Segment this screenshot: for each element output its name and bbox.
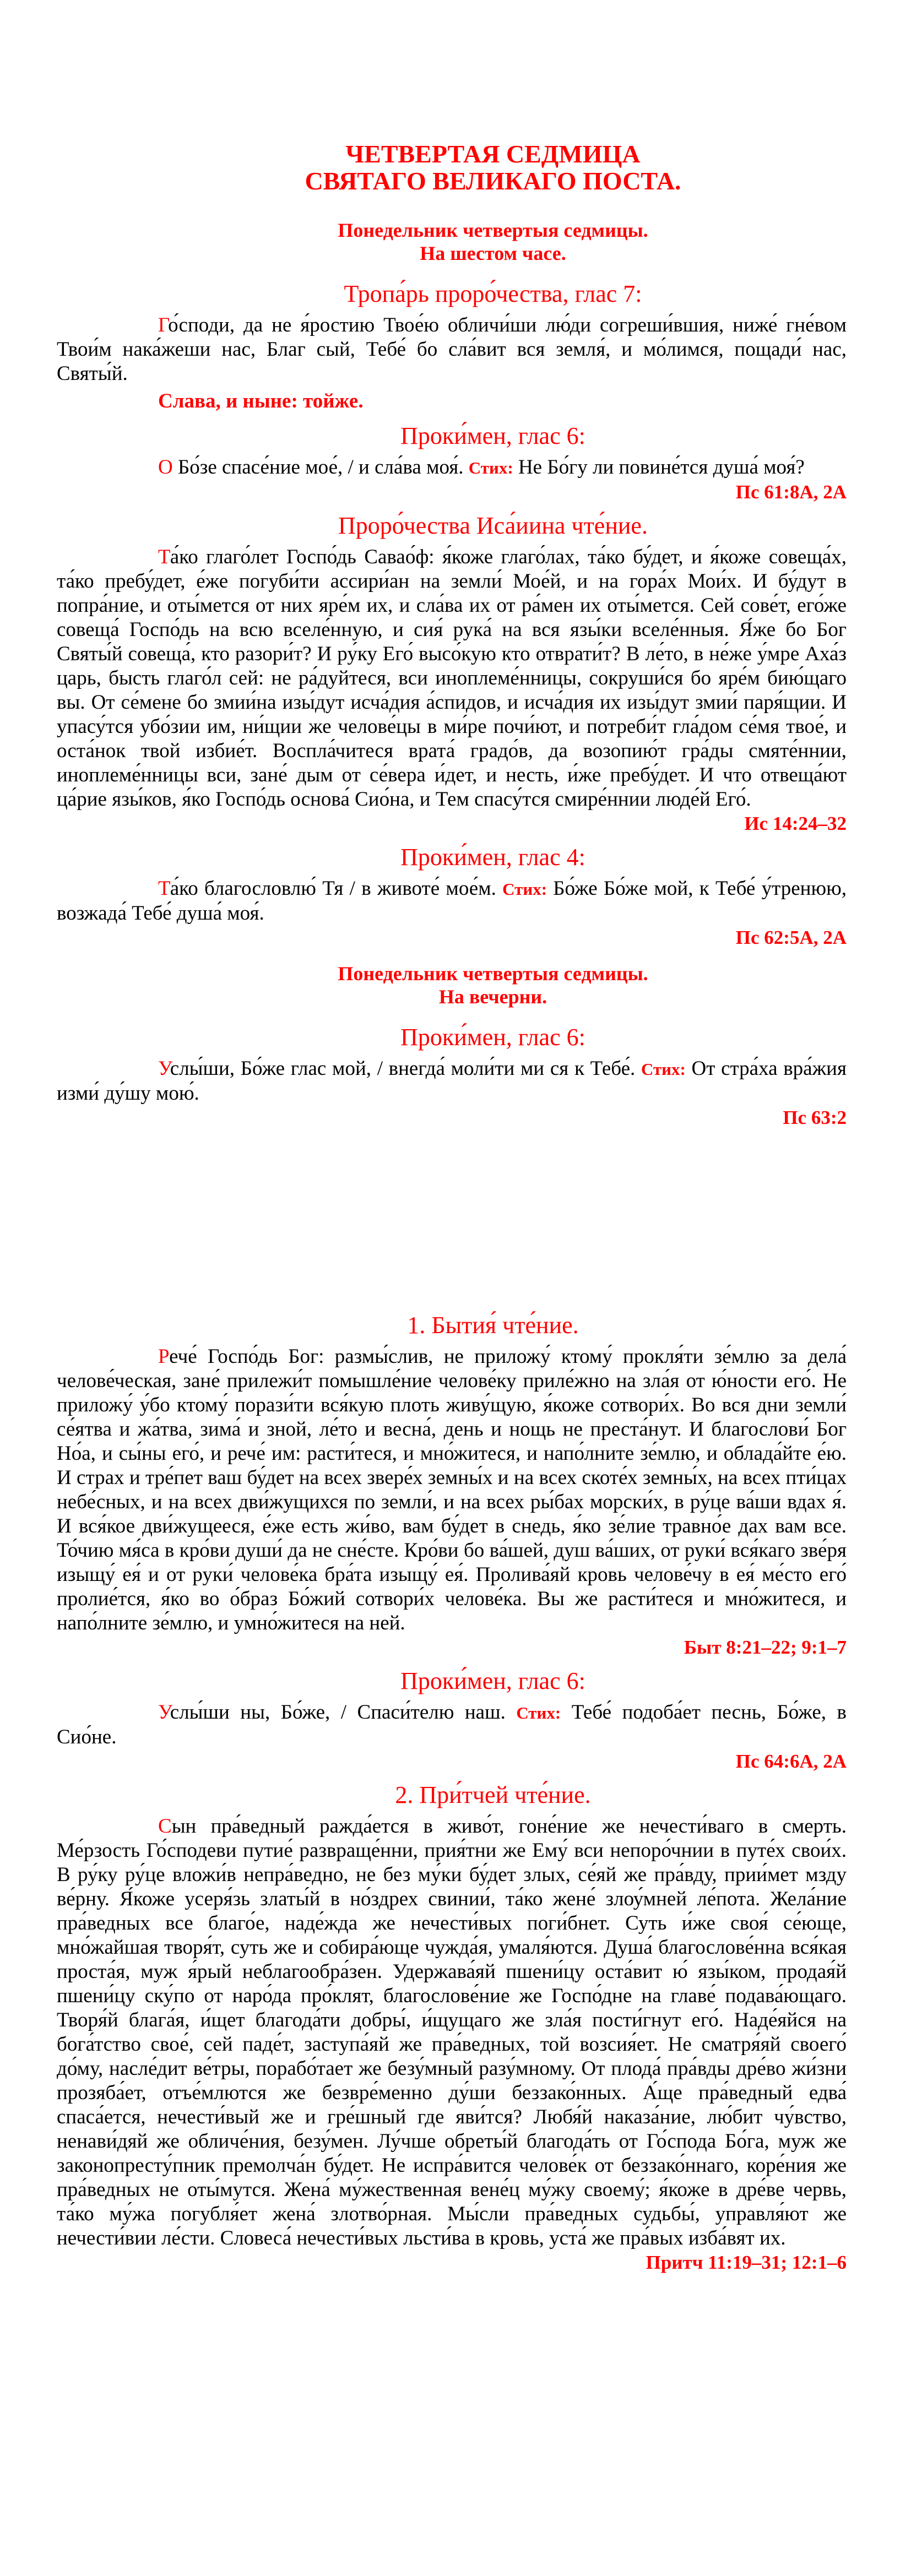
scripture-reference: Пс 63:2 xyxy=(783,1107,847,1128)
page-title xyxy=(57,140,847,194)
drop-cap: Р xyxy=(158,1345,170,1368)
stih-label: Стих: xyxy=(641,1059,686,1079)
stih-verse-text: Тебе́ подоба́ет песнь, Бо́же, в Сио́не. xyxy=(57,1701,847,1748)
prokeimenon-text: слы́ши ны, Бо́же, / Спаси́телю наш. xyxy=(170,1701,517,1724)
prokeimenon-text: Бо́зе спасе́ние мое́, / и сла́ва моя́. xyxy=(172,456,469,479)
scripture-reference: Пс 64:6А, 2А xyxy=(735,1751,847,1772)
liturgical-heading: Проки́мен, глас 6: xyxy=(400,422,585,449)
page-title-line: СВЯТАГО ВЕЛИКАГО ПОСТА. xyxy=(305,167,681,195)
drop-cap: О xyxy=(158,456,173,479)
slava-line: Слава, и ныне: тойже. xyxy=(158,390,364,412)
liturgical-heading: Проро́чества Иса́иина чте́ние. xyxy=(338,512,648,539)
section-subtitle-line: Понедельник четвертыя седмицы. xyxy=(338,963,648,985)
liturgical-heading: 2. При́тчей чте́ние. xyxy=(395,1781,591,1808)
liturgical-heading: Тропа́рь проро́чества, глас 7: xyxy=(344,280,642,307)
drop-cap: Т xyxy=(158,546,170,568)
paragraph-text: ече́ Госпо́дь Бог: размы́слив, не приложу́ ктому́ прокля́ти зе́млю за дела́ челове́ческая, зане́ прилежи́т помышле́ние челове́ку приле́жно на зла́я от ю́ности его́. Не приложу́ у́бо ктому́ порази́ти вся́кую плоть живу́щую, я́коже сотвори́х. Во вся дни земли́ се́ятва и жа́тва, зима́ и зной, ле́то и весна́, день и нощь не преста́нут. И благослови́ Бог Но́а, и сы́ны его́, и рече́ им: расти́теся, и мно́житеся, и напо́лните зе́млю, и облада́йте е́ю. И страх и тре́пет ваш бу́дет на всех звере́х земны́х и на всех скоте́х земны́х, на всех пти́цах небе́сных, и на всех дви́жущихся по земли́, и на всех ры́бах морски́х, в ру́це ва́ши вдах я́. И вся́кое дви́жущееся, е́же есть жи́во, вам бу́дет в снедь, я́ко зе́лие травно́е дах вам все. То́чию мя́са в кро́ви души́ да не сне́сте. Кро́ви бо ва́шей, душ ва́ших, от руки́ вся́каго зве́ря изыщу́ ея́ и от руки́ челове́ка бра́та изыщу́ ея́. Пролива́яй кровь челове́чу в ея́ ме́сто его́ пролие́тся, я́ко во о́браз Бо́жий сотвори́х челове́ка. Вы же расти́теся и мно́житеся, и напо́лните зе́млю, и умно́житеся на ней. xyxy=(57,1345,847,1634)
liturgical-heading: Проки́мен, глас 4: xyxy=(400,844,585,871)
paragraph-text: ын пра́ведный ражда́ется в живо́т, гоне́ние же нечести́ваго в смерть. Ме́рзость Го́сподеви путие́ развраще́нни, прия́тни же Ему́ вси непоро́чнии в путе́х свои́х. В ру́ку ру́це вложи́в непра́ведно, не без му́ки бу́дет злых, се́яй же пра́вду, прии́мет мзду ве́рну. Я́коже усеря́зь златы́й в но́здрех свинии́, та́ко жене́ злоу́мней ле́пота. Жела́ние пра́ведных все благо́е, наде́жда же нечести́вых поги́бнет. Суть и́же своя́ се́юще, мно́жайшая творя́т, суть же и собира́юще чужда́я, умаля́ются. Душа́ благослове́нна вся́кая проста́я, муж я́рый неблагообра́зен. Удержава́яй пшени́цу оста́вит ю́ язы́ком, продая́й пшени́цу ску́по от наро́да про́клят, благослове́ние же Госпо́дне на главе́ подава́ющаго. Творя́й блага́я, и́щет благода́ти добры́, и́щущаго же зла́я пости́гнут его́. Наде́яйся на бога́тство свое́, сей паде́т, заступа́яй же пра́ведных, той возсия́ет. Не сматря́яй своего́ до́му, насле́дит ве́тры, порабо́тает же безу́мный разу́мному. От плода́ пра́вды дре́во жи́зни прозяба́ет, отъе́млются же безвре́менно ду́ши беззако́нных. А́ще пра́ведный едва́ спаса́ется, нечести́вый же и гре́шный где яви́тся? Любя́й наказа́ние, лю́бит чу́вство, ненави́дяй же обличе́ния, безу́мен. Лу́чше обреты́й благода́ть от Го́спода Бо́га, муж же законопресту́пник премолча́н бу́дет. Не испра́вится челове́к от беззако́ннаго, коре́ния же пра́ведных не оты́мутся. Жена́ му́жественная вене́ц му́жу своему́; я́коже в дре́ве червь, та́ко му́жа погубля́ет жена́ злотво́рная. Мы́сли пра́ведных судьбы́, управля́ют же нечести́вии ле́сти. Словеса́ нечести́вых льсти́ва в кровь, уста́ же пра́вых изба́вят их. xyxy=(57,1815,847,2249)
liturgical-heading: Проки́мен, глас 6: xyxy=(400,1024,585,1051)
page-title-line: ЧЕТВЕРТАЯ СЕДМИЦА xyxy=(345,140,641,168)
stih-verse-text: Бо́же Бо́же мой, к Тебе́ у́тренюю, возжада́ Тебе́ душа́ моя́. xyxy=(57,877,847,925)
drop-cap: Г xyxy=(158,314,169,336)
drop-cap: У xyxy=(158,1057,170,1080)
prokeimenon-paragraph xyxy=(57,1700,847,1749)
stih-verse-text: Не Бо́гу ли повине́тся душа́ моя́? xyxy=(513,456,805,479)
stih-label: Стих: xyxy=(516,1703,561,1722)
reading-paragraph xyxy=(57,1345,847,1635)
scripture-reference: Ис 14:24–32 xyxy=(744,813,847,834)
section-subtitle-line: Понедельник четвертыя седмицы. xyxy=(338,219,648,241)
prokeimenon-text: слы́ши, Бо́же глас мой, / внегда́ моли́ти ми ся к Тебе́. xyxy=(170,1057,641,1080)
drop-cap: С xyxy=(158,1815,172,1838)
reading-paragraph xyxy=(57,545,847,812)
liturgical-heading: Проки́мен, глас 6: xyxy=(400,1667,585,1694)
stih-label: Стих: xyxy=(502,879,547,899)
reading-paragraph xyxy=(57,313,847,386)
scripture-reference: Притч 11:19–31; 12:1–6 xyxy=(646,2252,847,2273)
prokeimenon-paragraph xyxy=(57,877,847,926)
paragraph-text: о́споди, да не я́ростию Твое́ю обличи́ши лю́ди согреши́вшия, ниже́ гне́вом Твои́м нака́жеши нас, Благ сый, Тебе́ бо сла́вит вся земля́, и мо́лимся, пощади́ нас, Святы́й. xyxy=(57,314,847,385)
page-break-spacer xyxy=(57,1138,847,1303)
scripture-reference: Пс 62:5А, 2А xyxy=(735,927,847,948)
paragraph-text: а́ко глаго́лет Госпо́дь Савао́ф: я́коже глаго́лах, та́ко бу́дет, и я́коже совеща́х, та́ко пребу́дет, е́же погуби́ти ассири́ан на земли́ Мое́й, и на гора́х Мои́х. И бу́дут в попра́ние, и оты́мется от них яре́м их, и сла́ва их от ра́мен их оты́мется. Сей сове́т, его́же совеща́ Госпо́дь на всю вселе́нную, и сия́ рука́ на вся язы́ки вселе́нныя. Я́же бо Бог Святы́й совеща́, кто разори́т? И ру́ку Его́ высо́кую кто отврати́т? В ле́то, в не́же у́мре Аха́з царь, бысть глаго́л сей: не ра́дуйтеся, вси иноплеме́нницы, сокруши́ся бо яре́м бию́щаго вы. От се́мене бо змии́на изы́дут исча́дия а́спидов, и исча́дия их изы́дут змии́ паря́щии. И упасу́тся убо́зии им, ни́щии же челове́цы в ми́ре почи́ют, и потреби́т гла́дом се́мя твое́, и оста́нок твой избие́т. Воспла́читеся врата́ градо́в, да возопию́т гра́ды смяте́ннии, иноплеме́нницы вси, зане́ дым от се́вера и́дет, и несть, и́же пребу́дет. И что отвеща́ют ца́рие язы́ков, я́ко Госпо́дь основа́ Сио́на, и Тем спасу́тся смире́ннии люде́й Его́. xyxy=(57,546,847,811)
reading-paragraph xyxy=(57,1814,847,2251)
stih-verse-text: От стра́ха вра́жия изми́ ду́шу мою́. xyxy=(57,1057,847,1105)
scripture-reference: Пс 61:8А, 2А xyxy=(735,481,847,503)
section-subtitle-line: На шестом часе. xyxy=(420,242,566,264)
section-subtitle xyxy=(57,219,847,265)
prokeimenon-text: а́ко благословлю́ Тя / в животе́ мое́м. xyxy=(170,877,503,900)
scripture-reference: Быт 8:21–22; 9:1–7 xyxy=(684,1637,847,1658)
section-subtitle xyxy=(57,962,847,1008)
liturgical-heading: 1. Бытия́ чте́ние. xyxy=(407,1312,579,1339)
drop-cap: Т xyxy=(158,877,170,900)
stih-label: Стих: xyxy=(468,458,513,477)
drop-cap: У xyxy=(158,1701,170,1724)
section-subtitle-line: На вечерни. xyxy=(438,986,547,1008)
prokeimenon-paragraph xyxy=(57,1057,847,1106)
prokeimenon-paragraph xyxy=(57,455,847,480)
